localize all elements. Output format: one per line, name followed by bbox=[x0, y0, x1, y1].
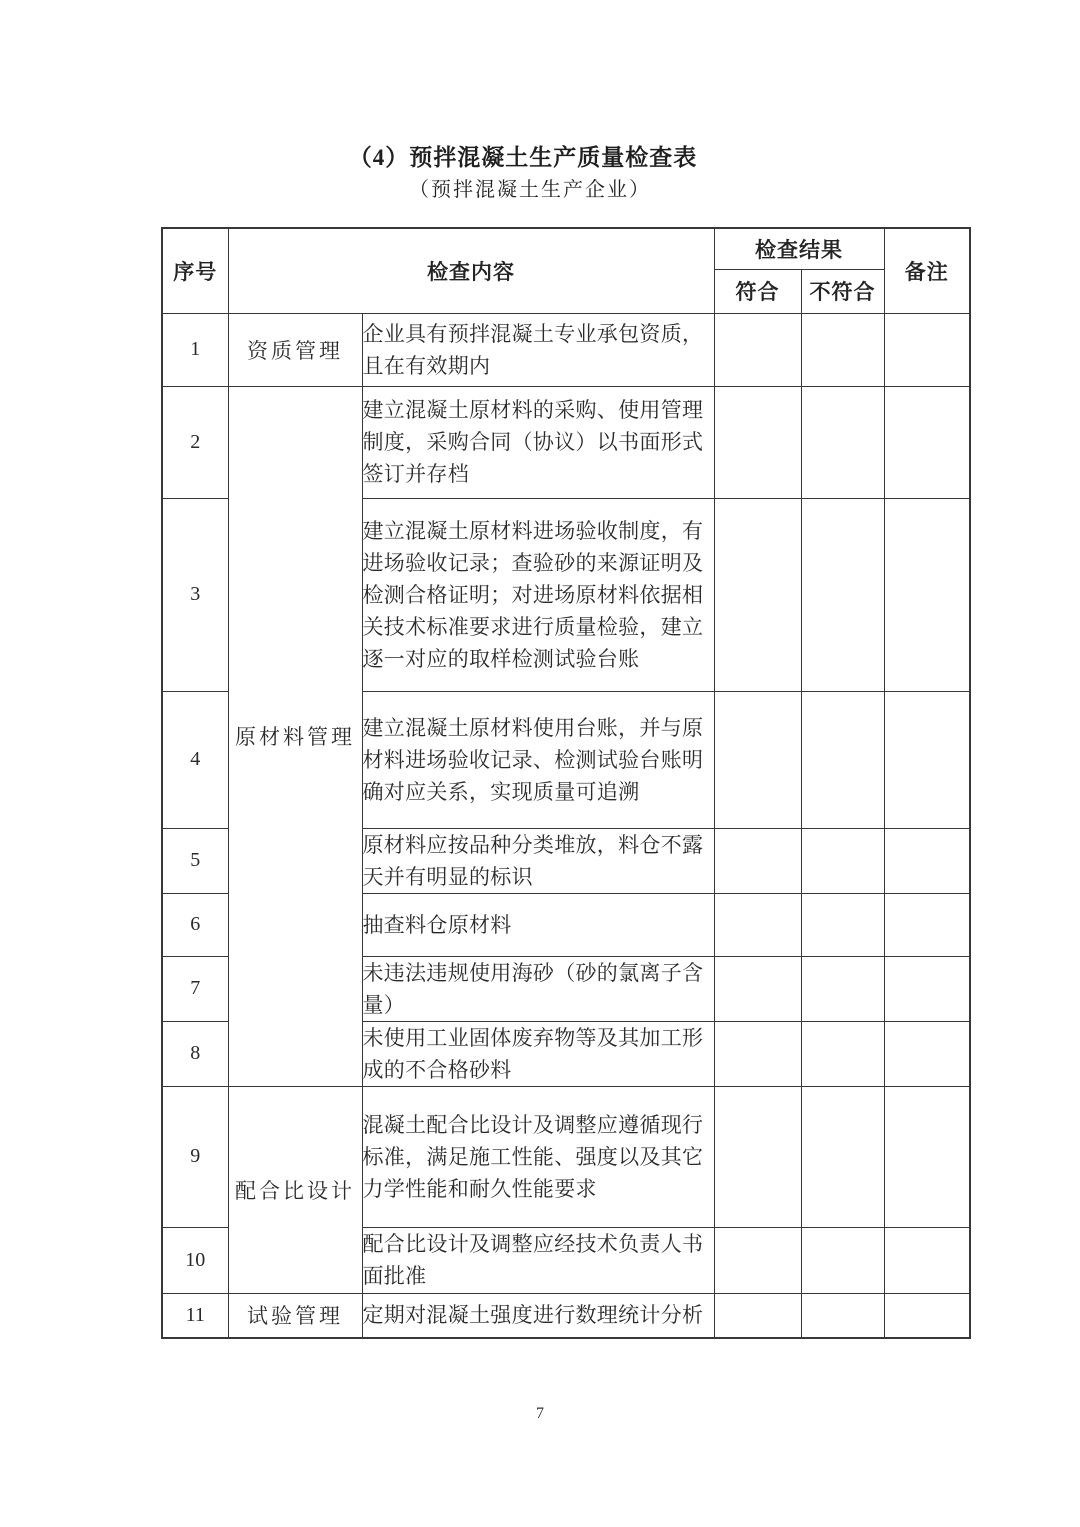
pass-result-cell bbox=[714, 313, 801, 386]
row-inspection-content: 配合比设计及调整应经技术负责人书面批准 bbox=[362, 1227, 714, 1293]
row-inspection-content: 混凝土配合比设计及调整应遵循现行标准，满足施工性能、强度以及其它力学性能和耐久性能要求 bbox=[362, 1086, 714, 1227]
header-serial: 序号 bbox=[162, 228, 228, 313]
page-title: （4）预拌混凝土生产质量检查表 bbox=[348, 145, 698, 170]
remark-cell bbox=[884, 893, 970, 956]
header-pass: 符合 bbox=[714, 269, 801, 313]
table-row bbox=[162, 1086, 970, 1227]
row-inspection-content: 抽查料仓原材料 bbox=[362, 893, 714, 956]
row-category: 原材料管理 bbox=[228, 386, 362, 1086]
row-inspection-content: 定期对混凝土强度进行数理统计分析 bbox=[362, 1293, 714, 1338]
row-serial-number: 7 bbox=[162, 956, 228, 1021]
remark-cell bbox=[884, 828, 970, 893]
row-inspection-content: 原材料应按品种分类堆放，料仓不露天并有明显的标识 bbox=[362, 828, 714, 893]
fail-result-cell bbox=[801, 893, 884, 956]
row-serial-number: 1 bbox=[162, 313, 228, 386]
row-serial-number: 5 bbox=[162, 828, 228, 893]
row-serial-number: 9 bbox=[162, 1086, 228, 1227]
remark-cell bbox=[884, 956, 970, 1021]
row-serial-number: 2 bbox=[162, 386, 228, 498]
remark-cell bbox=[884, 1021, 970, 1086]
row-serial-number: 11 bbox=[162, 1293, 228, 1338]
page-number: 7 bbox=[536, 1405, 544, 1422]
row-serial-number: 4 bbox=[162, 691, 228, 828]
remark-cell bbox=[884, 691, 970, 828]
remark-cell bbox=[884, 386, 970, 498]
header-result: 检查结果 bbox=[714, 228, 884, 269]
table-row bbox=[162, 386, 970, 498]
pass-result-cell bbox=[714, 1021, 801, 1086]
pass-result-cell bbox=[714, 1086, 801, 1227]
pass-result-cell bbox=[714, 893, 801, 956]
pass-result-cell bbox=[714, 386, 801, 498]
fail-result-cell bbox=[801, 1086, 884, 1227]
fail-result-cell bbox=[801, 1021, 884, 1086]
pass-result-cell bbox=[714, 1227, 801, 1293]
remark-cell bbox=[884, 1086, 970, 1227]
row-inspection-content: 建立混凝土原材料使用台账，并与原材料进场验收记录、检测试验台账明确对应关系，实现质量可追溯 bbox=[362, 691, 714, 828]
fail-result-cell bbox=[801, 1293, 884, 1338]
remark-cell bbox=[884, 498, 970, 691]
pass-result-cell bbox=[714, 956, 801, 1021]
header-fail: 不符合 bbox=[801, 269, 884, 313]
row-serial-number: 6 bbox=[162, 893, 228, 956]
header-content: 检查内容 bbox=[228, 228, 714, 313]
page-subtitle: （预拌混凝土生产企业） bbox=[409, 179, 651, 201]
row-inspection-content: 未违法违规使用海砂（砂的氯离子含量） bbox=[362, 956, 714, 1021]
pass-result-cell bbox=[714, 691, 801, 828]
remark-cell bbox=[884, 1293, 970, 1338]
fail-result-cell bbox=[801, 386, 884, 498]
fail-result-cell bbox=[801, 956, 884, 1021]
pass-result-cell bbox=[714, 828, 801, 893]
fail-result-cell bbox=[801, 498, 884, 691]
row-serial-number: 10 bbox=[162, 1227, 228, 1293]
table-header-row-1 bbox=[162, 228, 970, 269]
remark-cell bbox=[884, 313, 970, 386]
row-category: 配合比设计 bbox=[228, 1086, 362, 1293]
row-category: 试验管理 bbox=[228, 1293, 362, 1338]
inspection-table bbox=[161, 227, 971, 1339]
fail-result-cell bbox=[801, 313, 884, 386]
row-inspection-content: 未使用工业固体废弃物等及其加工形成的不合格砂料 bbox=[362, 1021, 714, 1086]
pass-result-cell bbox=[714, 1293, 801, 1338]
fail-result-cell bbox=[801, 828, 884, 893]
pass-result-cell bbox=[714, 498, 801, 691]
remark-cell bbox=[884, 1227, 970, 1293]
row-inspection-content: 建立混凝土原材料进场验收制度，有进场验收记录；查验砂的来源证明及检测合格证明；对进场原材料依据相关技术标准要求进行质量检验，建立逐一对应的取样检测试验台账 bbox=[362, 498, 714, 691]
row-inspection-content: 企业具有预拌混凝土专业承包资质，且在有效期内 bbox=[362, 313, 714, 386]
row-inspection-content: 建立混凝土原材料的采购、使用管理制度，采购合同（协议）以书面形式签订并存档 bbox=[362, 386, 714, 498]
header-remark: 备注 bbox=[884, 228, 970, 313]
table-row bbox=[162, 313, 970, 386]
fail-result-cell bbox=[801, 1227, 884, 1293]
row-serial-number: 3 bbox=[162, 498, 228, 691]
fail-result-cell bbox=[801, 691, 884, 828]
row-category: 资质管理 bbox=[228, 313, 362, 386]
row-serial-number: 8 bbox=[162, 1021, 228, 1086]
table-row bbox=[162, 1293, 970, 1338]
